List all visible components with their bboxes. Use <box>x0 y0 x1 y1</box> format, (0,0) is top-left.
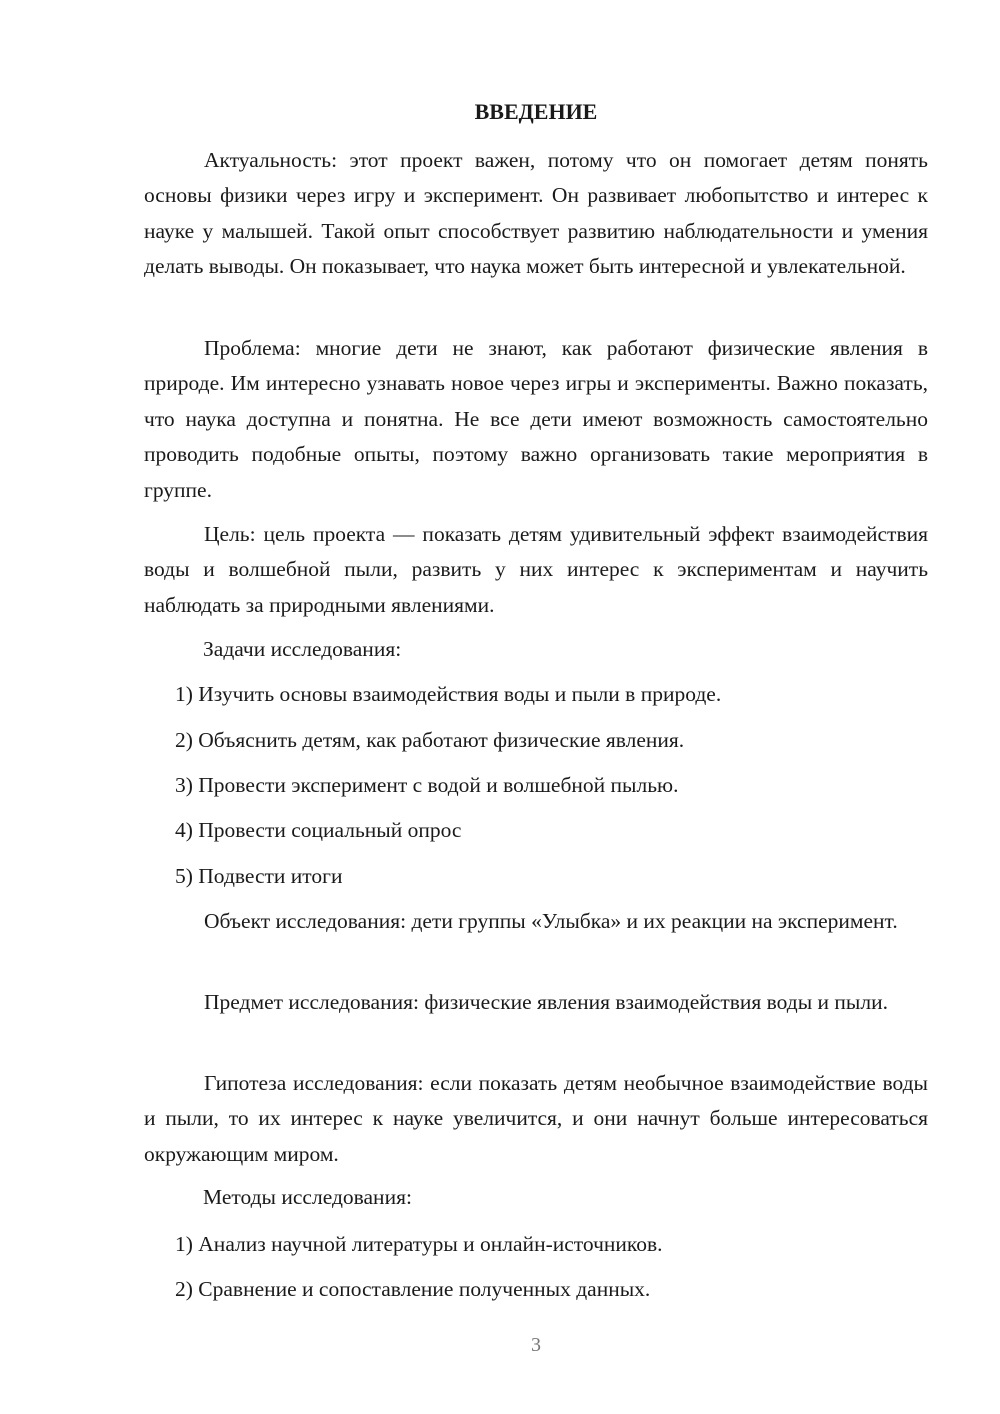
page-title: ВВЕДЕНИЕ <box>474 99 598 124</box>
task-item-2: 2) Объяснить детям, как работают физические явления. <box>175 728 685 752</box>
goal-paragraph: Цель: цель проекта — показать детям удивительный эффект взаимодействия воды и волшебной пыли, развить у них интерес к экспериментам и научить наблюдать за природными явлениями. <box>144 522 928 617</box>
problem-paragraph: Проблема: многие дети не знают, как работают физические явления в природе. Им интересно узнавать новое через игры и эксперименты. Важно показать, что наука доступна и понятна. Не все дети имеют возможность самостоятельно проводить подобные опыты, поэтому важно организовать такие мероприятия в группе. <box>144 336 928 502</box>
method-item-1: 1) Анализ научной литературы и онлайн-источников. <box>175 1232 663 1256</box>
task-item-1: 1) Изучить основы взаимодействия воды и пыли в природе. <box>175 682 722 706</box>
method-item-2: 2) Сравнение и сопоставление полученных данных. <box>175 1277 651 1301</box>
task-item-4: 4) Провести социальный опрос <box>175 818 462 842</box>
tasks-heading: Задачи исследования: <box>203 637 402 661</box>
task-item-3: 3) Провести эксперимент с водой и волшебной пылью. <box>175 773 679 797</box>
hypothesis-paragraph: Гипотеза исследования: если показать детям необычное взаимодействие воды и пыли, то их интерес к науке увеличится, и они начнут больше интересоваться окружающим миром. <box>144 1071 928 1166</box>
task-item-5: 5) Подвести итоги <box>175 864 343 888</box>
object-paragraph: Объект исследования: дети группы «Улыбка» и их реакции на эксперимент. <box>204 909 898 933</box>
page-number: 3 <box>531 1334 541 1356</box>
methods-heading: Методы исследования: <box>203 1185 412 1209</box>
relevance-paragraph: Актуальность: этот проект важен, потому что он помогает детям понять основы физики через игру и эксперимент. Он развивает любопытство и интерес к науке у малышей. Такой опыт способствует развитию наблюдательности и умения делать выводы. Он показывает, что наука может быть интересной и увлекательной. <box>144 148 928 279</box>
subject-paragraph: Предмет исследования: физические явления взаимодействия воды и пыли. <box>204 990 888 1014</box>
